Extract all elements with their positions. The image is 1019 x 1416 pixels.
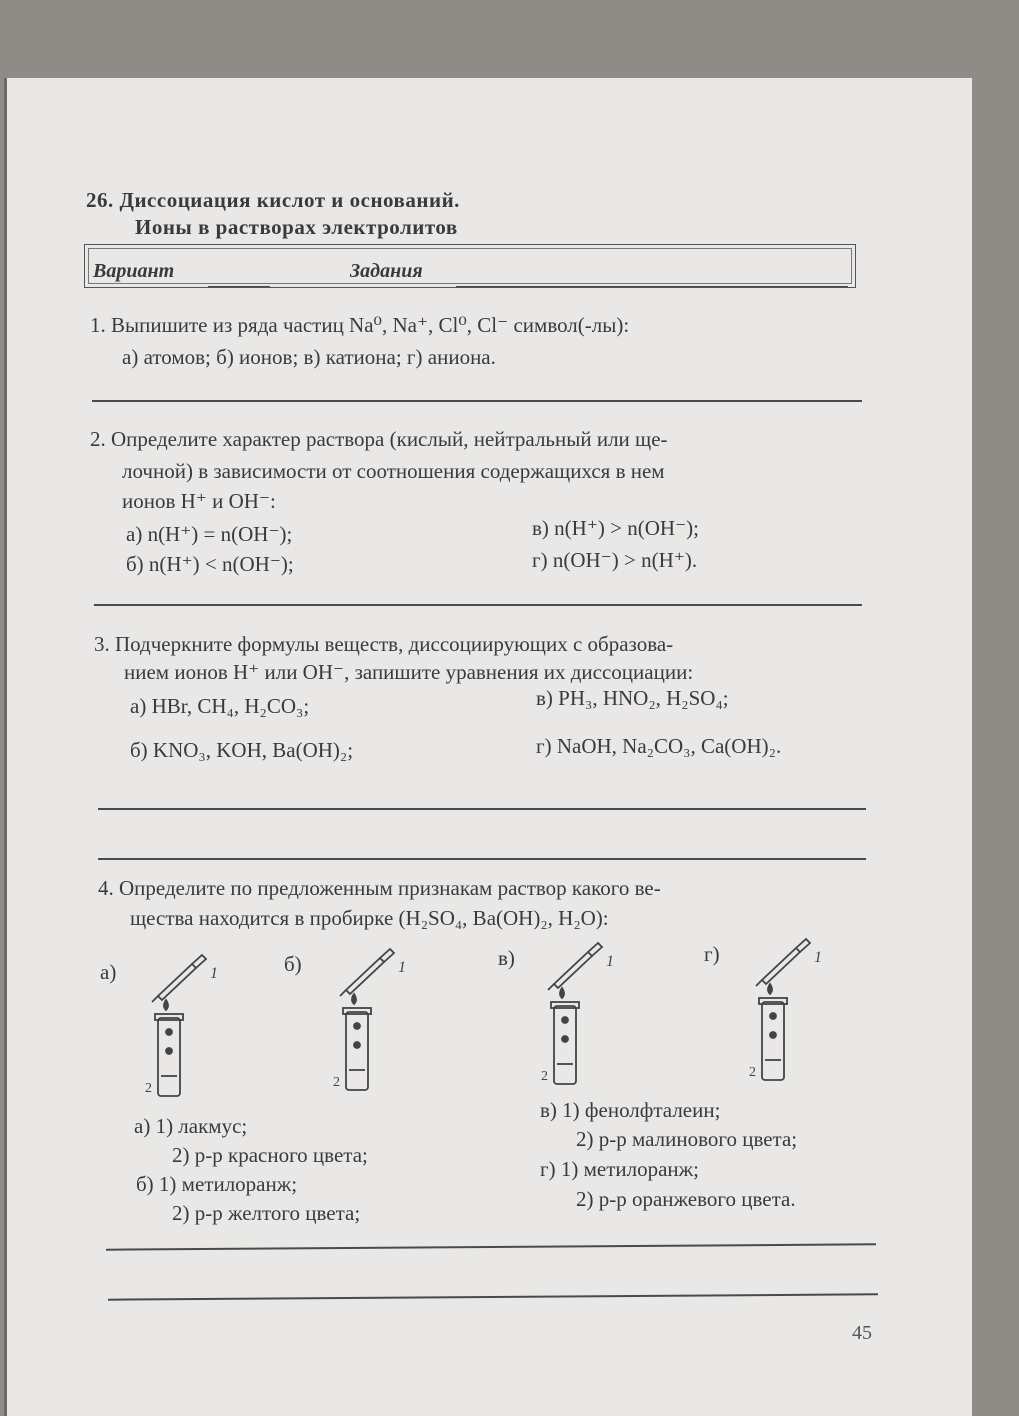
section-title-line2: Ионы в растворах электролитов [135, 215, 458, 239]
task2-option-g: г) n(OH⁻) > n(H⁺). [532, 548, 698, 572]
task4-hint-g1: г) 1) метилоранж; [540, 1157, 700, 1181]
variant-tasks-frame-inner [88, 248, 852, 284]
task4-line1: 4. Определите по предложенным признакам раствор какого ве- [98, 876, 661, 900]
task4-label-g: г) [704, 942, 720, 966]
task3-option-g: г) NaOH, Na₂CO₃, Ca(OH)₂. [536, 734, 782, 758]
task3-option-a: а) HBr, CH₄, H₂CO₃; [130, 694, 310, 718]
task4-hint-v1: в) 1) фенолфталеин; [540, 1098, 721, 1122]
test-tube-b-icon [328, 942, 438, 1102]
task2-answer-line[interactable] [94, 604, 862, 606]
task2-line3: ионов H⁺ и OH⁻: [122, 489, 276, 513]
test-tube-a-icon [140, 948, 250, 1108]
task2-option-b: б) n(H⁺) < n(OH⁻); [126, 552, 294, 576]
pipette-marker-1: 1 [814, 949, 822, 966]
task1-answer-line[interactable] [92, 400, 862, 402]
tube-marker-2: 2 [749, 1065, 756, 1080]
task4-label-a: а) [100, 960, 117, 984]
task4-hint-a1: а) 1) лакмус; [134, 1114, 248, 1138]
task4-label-v: в) [498, 946, 515, 970]
variant-answer-line[interactable] [208, 286, 270, 287]
tasks-answer-line[interactable] [456, 286, 848, 287]
task4-hint-v2: 2) р-р малинового цвета; [576, 1127, 798, 1151]
test-tube-v-icon [536, 936, 646, 1096]
tube-marker-2: 2 [333, 1075, 340, 1090]
pipette-marker-1: 1 [398, 959, 406, 976]
section-title-line1: 26. Диссоциация кислот и оснований. [86, 188, 460, 212]
task4-hint-b2: 2) р-р желтого цвета; [172, 1201, 361, 1225]
tasks-label: Задания [350, 260, 423, 282]
page-number: 45 [852, 1322, 872, 1344]
task2-line2: лочной) в зависимости от соотношения содержащихся в нем [122, 459, 665, 483]
pipette-marker-1: 1 [606, 953, 614, 970]
tube-marker-2: 2 [145, 1081, 152, 1096]
task2-option-a: а) n(H⁺) = n(OH⁻); [126, 522, 293, 546]
task2-line1: 2. Определите характер раствора (кислый, нейтральный или ще- [90, 427, 668, 451]
task4-hint-g2: 2) р-р оранжевого цвета. [576, 1187, 796, 1211]
task4-label-b: б) [284, 952, 302, 976]
task1-line1: 1. Выпишите из ряда частиц Na⁰, Na⁺, Cl⁰, Cl⁻ символ(-лы): [90, 313, 630, 337]
task4-hint-a2: 2) р-р красного цвета; [172, 1143, 368, 1167]
task2-option-v: в) n(H⁺) > n(OH⁻); [532, 516, 699, 540]
task3-answer-line-1[interactable] [98, 808, 866, 810]
task3-option-b: б) KNO₃, KOH, Ba(OH)₂; [130, 738, 354, 762]
test-tube-g-icon [744, 932, 854, 1092]
task4-line2: щества находится в пробирке (H₂SO₄, Ba(OH)₂, H₂O): [130, 906, 609, 930]
task3-option-v: в) PH₃, HNO₂, H₂SO₄; [536, 686, 729, 710]
task3-line1: 3. Подчеркните формулы веществ, диссоциирующих с образова- [94, 632, 674, 656]
tube-marker-2: 2 [541, 1069, 548, 1084]
task1-line2: а) атомов; б) ионов; в) катиона; г) аниона. [122, 345, 496, 369]
task4-hint-b1: б) 1) метилоранж; [136, 1172, 298, 1196]
task3-line2: нием ионов H⁺ или OH⁻, запишите уравнения их диссоциации: [124, 660, 694, 684]
pipette-marker-1: 1 [210, 965, 218, 982]
task3-answer-line-2[interactable] [98, 858, 866, 860]
variant-label: Вариант [93, 260, 175, 282]
